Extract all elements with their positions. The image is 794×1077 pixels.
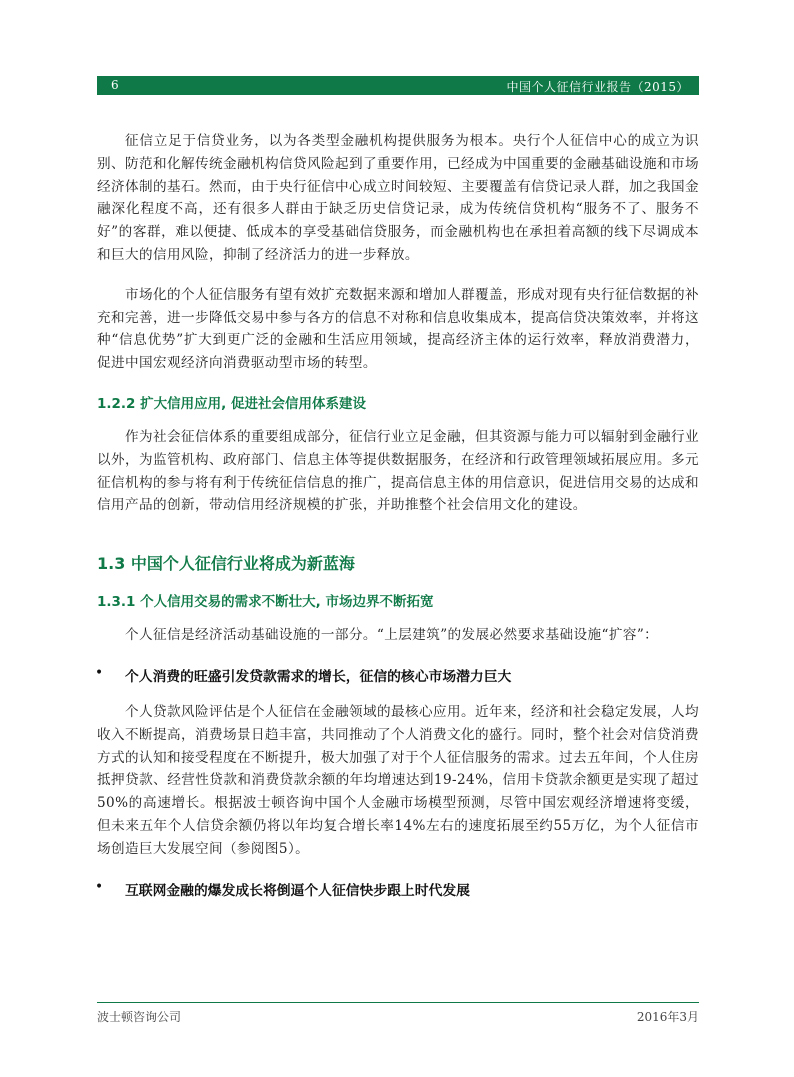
paragraph-loan-risk: 个人贷款风险评估是个人征信在金融领域的最核心应用。近年来，经济和社会稳定发展，人均收入不断提高，消费场景日趋丰富，共同推动了个人消费文化的盛行。同时，整个社会对信贷消费方式的认知和接受程度在不断提升，极大加强了对于个人征信服务的需求。过去五年间，个人住房抵押贷款、经营性贷款和消费贷款余额的年均增速达到19-24%，信用卡贷款余额更是实现了超过50%的高速增长。根据波士顿咨询中国个人金融市场模型预测，尽管中国宏观经济增速将变缓，但未来五年个人信贷余额仍将以年均复合增长率14%左右的速度拓展至约55万亿，为个人征信市场创造巨大发展空间（参阅图5）。 (97, 703, 699, 857)
bullet-consumer-loans (97, 665, 699, 687)
bullet-text: 互联网金融的爆发成长将倒逼个人征信快步跟上时代发展 (125, 882, 470, 899)
paragraph-credit-foundation: 征信立足于信贷业务，以为各类型金融机构提供服务为根本。央行个人征信中心的成立为识别、防范和化解传统金融机构信贷风险起到了重要作用，已经成为中国重要的金融基础设施和市场经济体制的基石。然而，由于央行征信中心成立时间较短、主要覆盖有信贷记录人群，加之我国金融深化程度不高，还有很多人群由于缺乏历史信贷记录，成为传统信贷机构“服务不了、服务不好”的客群，难以便捷、低成本的享受基础信贷服务，而金融机构也在承担着高额的线下尽调成本和巨大的信用风险，抑制了经济活力的进一步释放。 (97, 133, 699, 263)
bullet-icon: • (95, 664, 104, 681)
bullet-icon: • (95, 878, 104, 895)
bullet-text: 个人消费的旺盛引发贷款需求的增长，征信的核心市场潜力巨大 (125, 668, 512, 685)
bullet-internet-finance (97, 879, 699, 901)
footer-company: 波士顿咨询公司 (97, 1010, 182, 1024)
page-number: 6 (111, 78, 119, 92)
paragraph-credit-system: 作为社会征信体系的重要组成部分，征信行业立足金融，但其资源与能力可以辐射到金融行业以外，为监管机构、政府部门、信息主体等提供数据服务，在经济和行政管理领域拓展应用。多元征信机构的参与将有利于传统征信信息的推广，提高信息主体的用信意识，促进信用交易的达成和信用产品的创新，带动信用经济规模的扩张，并助推整个社会信用文化的建设。 (97, 428, 699, 514)
heading-1-3-1: 1.3.1 个人信用交易的需求不断壮大, 市场边界不断拓宽 (97, 594, 434, 611)
report-title: 中国个人征信行业报告（2015） (506, 80, 689, 94)
heading-1-2-2: 1.2.2 扩大信用应用, 促进社会信用体系建设 (97, 395, 366, 412)
paragraph-infrastructure: 个人征信是经济活动基础设施的一部分。“上层建筑”的发展必然要求基础设施“扩容”： (125, 627, 659, 644)
main-content (97, 130, 699, 901)
footer-divider (97, 1002, 699, 1003)
paragraph-market-service: 市场化的个人征信服务有望有效扩充数据来源和增加人群覆盖，形成对现有央行征信数据的补充和完善，进一步降低交易中参与各方的信息不对称和信息收集成本，提高信贷决策效率，并将这种“信息优势”扩大到更广泛的金融和生活应用领域，提高经济主体的运行效率，释放消费潜力，促进中国宏观经济向消费驱动型市场的转型。 (97, 286, 699, 372)
footer-date: 2016年3月 (636, 1010, 699, 1024)
heading-1-3: 1.3 中国个人征信行业将成为新蓝海 (97, 554, 355, 574)
header-bar (97, 76, 699, 95)
